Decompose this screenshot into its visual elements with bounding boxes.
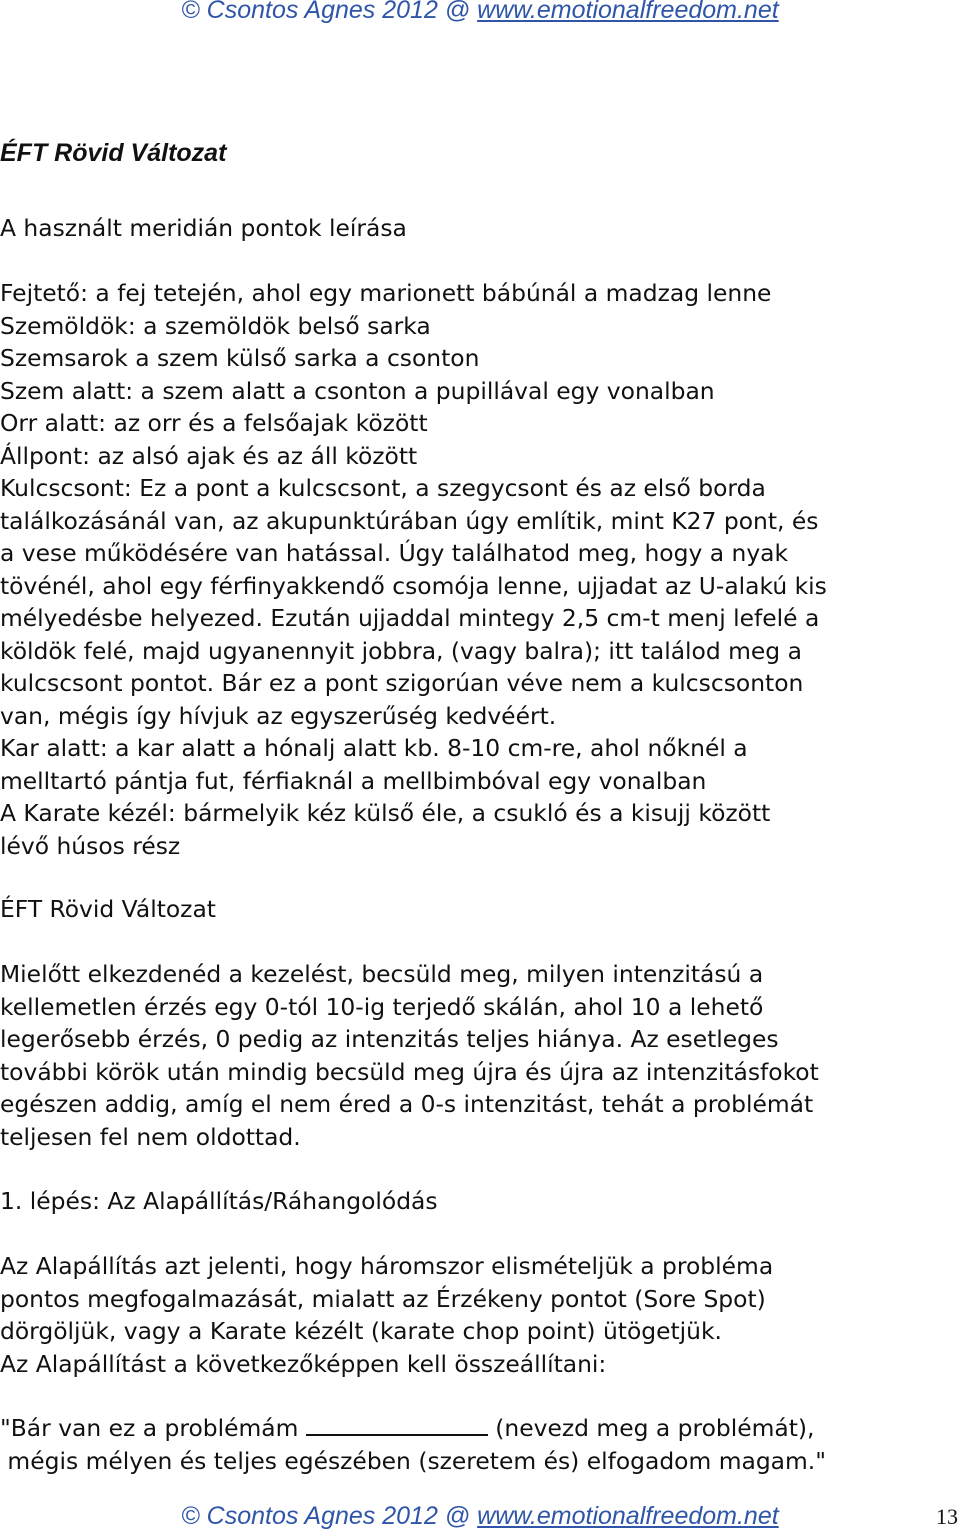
intro-paragraph <box>0 958 958 1153</box>
points-heading: A használt meridián pontok leírása <box>0 214 407 242</box>
header-url-link[interactable]: www.emotionalfreedom.net <box>477 0 779 24</box>
footer-url-link[interactable]: www.emotionalfreedom.net <box>477 1502 779 1530</box>
page-footer <box>0 1502 960 1531</box>
copyright-icon: © <box>181 1502 200 1530</box>
document-title: ÉFT Rövid Változat <box>0 139 227 167</box>
meridian-point-line: Szemöldök: a szemöldök belső sarka <box>0 311 431 340</box>
meridian-point-line: melltartó pántja fut, férfiaknál a mellbimbóval egy vonalban <box>0 766 707 795</box>
meridian-point-line: a vese működésére van hatással. Úgy találhatod meg, hogy a nyak <box>0 539 789 567</box>
meridian-point-line: lévő húsos rész <box>0 831 181 860</box>
problem-blank-line <box>306 1414 488 1436</box>
step1-line: dörgöljük, vagy a Karate kézélt (karate chop point) ütögetjük. <box>0 1317 722 1345</box>
step1-line: Az Alapállítás azt jelenti, hogy háromszor elismételjük a probléma <box>0 1252 774 1280</box>
meridian-point-line: Állpont: az alsó ajak és az áll között <box>0 441 418 470</box>
meridian-point-line: Fejtető: a fej tetején, ahol egy marionett bábúnál a madzag lenne <box>0 279 772 307</box>
points-heading-block <box>0 212 958 245</box>
step1-paragraph <box>0 1250 958 1380</box>
intro-line: egészen addig, amíg el nem éred a 0-s intenzitást, tehát a problémát <box>0 1090 814 1118</box>
section-subtitle: ÉFT Rövid Változat <box>0 895 216 923</box>
intro-line: legerősebb érzés, 0 pedig az intenzitás teljes hiánya. Az esetleges <box>0 1025 779 1053</box>
intro-line: Mielőtt elkezdenéd a kezelést, becsüld meg, milyen intenzitású a <box>0 960 764 988</box>
step1-line: Az Alapállítást a következőképpen kell összeállítani: <box>0 1349 607 1378</box>
setup-statement-line-2: mégis mélyen és teljes egészében (szeretem és) elfogadom magam." <box>0 1446 826 1475</box>
meridian-point-line: Szemsarok a szem külső sarka a csonton <box>0 344 480 372</box>
intro-line: kellemetlen érzés egy 0-tól 10-ig terjedő skálán, ahol 10 a lehető <box>0 992 764 1021</box>
step1-heading: 1. lépés: Az Alapállítás/Ráhangolódás <box>0 1187 438 1215</box>
meridian-point-line: Orr alatt: az orr és a felsőajak között <box>0 409 428 437</box>
meridian-point-line: találkozásánál van, az akupunktúrában úgy említik, mint K27 pont, és <box>0 506 819 535</box>
step1-heading-block <box>0 1185 958 1218</box>
meridian-point-line: Szem alatt: a szem alatt a csonton a pupillával egy vonalban <box>0 376 715 405</box>
intro-line: teljesen fel nem oldottad. <box>0 1122 301 1151</box>
step1-line: pontos megfogalmazását, mialatt az Érzékeny pontot (Sore Spot) <box>0 1284 766 1313</box>
meridian-point-line: köldök felé, majd ugyanennyit jobbra, (vagy balra); itt találod meg a <box>0 636 802 665</box>
page-header <box>0 0 960 25</box>
meridian-point-line: kulcscsont pontot. Bár ez a pont szigorúan véve nem a kulcscsonton <box>0 669 804 697</box>
setup-statement <box>0 1412 958 1477</box>
copyright-icon: © <box>181 0 200 24</box>
setup-statement-part-2: (nevezd meg a problémát), <box>495 1414 815 1442</box>
meridian-point-line: Kar alatt: a kar alatt a hónalj alatt kb. 8-10 cm-re, ahol nőknél a <box>0 734 748 762</box>
footer-author: Csontos Agnes 2012 @ <box>206 1502 471 1530</box>
page-number: 13 <box>936 1504 958 1529</box>
meridian-point-line: Kulcscsont: Ez a pont a kulcscsont, a szegycsont és az első borda <box>0 474 766 502</box>
intro-line: további körök után mindig becsüld meg újra és újra az intenzitásfokot <box>0 1057 819 1086</box>
meridian-point-line: mélyedésbe helyezed. Ezután ujjaddal mintegy 2,5 cm-t menj lefelé a <box>0 604 820 632</box>
subtitle-block <box>0 893 958 926</box>
meridian-point-line: A Karate kézél: bármelyik kéz külső éle, a csukló és a kisujj között <box>0 799 771 827</box>
setup-statement-part-1: "Bár van ez a problémám <box>0 1414 299 1442</box>
meridian-point-line: van, mégis így hívjuk az egyszerűség kedvéért. <box>0 701 557 730</box>
setup-statement-line-1 <box>0 1412 958 1445</box>
header-author: Csontos Agnes 2012 @ <box>206 0 471 24</box>
meridian-point-line: tövénél, ahol egy férfinyakkendő csomója lenne, ujjadat az U-alakú kis <box>0 571 827 600</box>
points-list <box>0 277 958 862</box>
